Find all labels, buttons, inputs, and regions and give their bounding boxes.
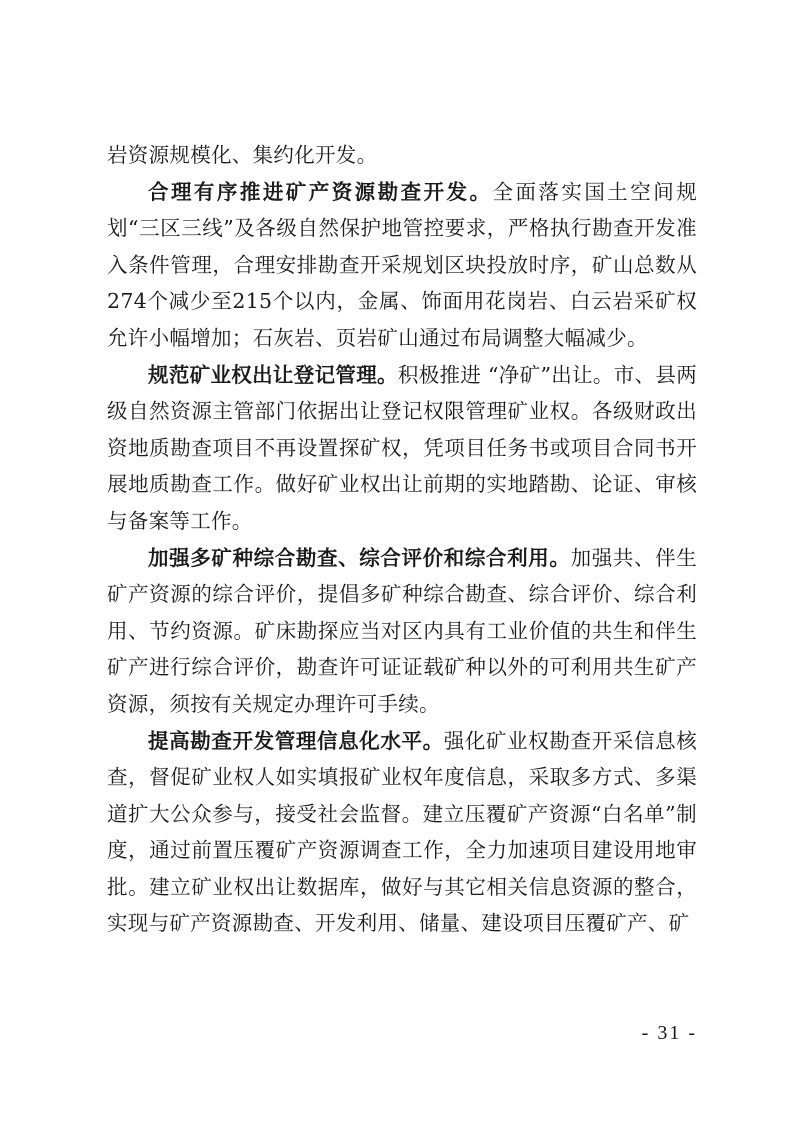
paragraph-text: 加强共、伴生矿产资源的综合评价，提倡多矿种综合勘查、综合评价、综合利用、节约资源。矿床勘探应当对区内具有工业价值的共生和伴生矿产进行综合评价，勘查许可证证载矿种以外的可利用共生矿产资源，须按有关规定办理许可手续。 bbox=[107, 545, 697, 716]
paragraph-exploration-development bbox=[107, 174, 697, 357]
paragraph-information-management bbox=[107, 723, 697, 943]
paragraph-text: 岩资源规模化、集约化开发。 bbox=[107, 143, 378, 167]
paragraph-comprehensive-evaluation bbox=[107, 540, 697, 723]
document-body bbox=[107, 137, 697, 942]
paragraph-lead: 合理有序推进矿产资源勘查开发。 bbox=[148, 179, 493, 204]
paragraph-text: 全面落实国土空间规划“三区三线”及各级自然保护地管控要求，严格执行勘查开发准入条件管理，合理安排勘查开采规划区块投放时序，矿山总数从274个减少至215个以内，金属、饰面用花岗岩、白云岩采矿权允许小幅增加；石灰岩、页岩矿山通过布局调整大幅减少。 bbox=[107, 179, 698, 350]
paragraph-text: 积极推进 “净矿”出让。市、县两级自然资源主管部门依据出让登记权限管理矿业权。各级财政出资地质勘查项目不再设置探矿权，凭项目任务书或项目合同书开展地质勘查工作。做好矿业权出让前期的实地踏勘、论证、审核与备案等工作。 bbox=[107, 362, 697, 533]
page-number: - 31 - bbox=[641, 1022, 697, 1044]
paragraph-lead: 加强多矿种综合勘查、综合评价和综合利用。 bbox=[148, 545, 571, 570]
paragraph-lead: 提高勘查开发管理信息化水平。 bbox=[148, 728, 444, 753]
paragraph-text: 强化矿业权勘查开采信息核查，督促矿业权人如实填报矿业权年度信息，采取多方式、多渠道扩大公众参与，接受社会监督。建立压覆矿产资源“白名单”制度，通过前置压覆矿产资源调查工作，全力加速项目建设用地审批。建立矿业权出让数据库，做好与其它相关信息资源的整合，实现与矿产资源勘查、开发利用、储量、建设项目压覆矿产、矿 bbox=[107, 728, 697, 936]
paragraph-continued bbox=[107, 137, 697, 174]
paragraph-lead: 规范矿业权出让登记管理。 bbox=[148, 362, 398, 387]
paragraph-mining-rights-registration bbox=[107, 357, 697, 540]
